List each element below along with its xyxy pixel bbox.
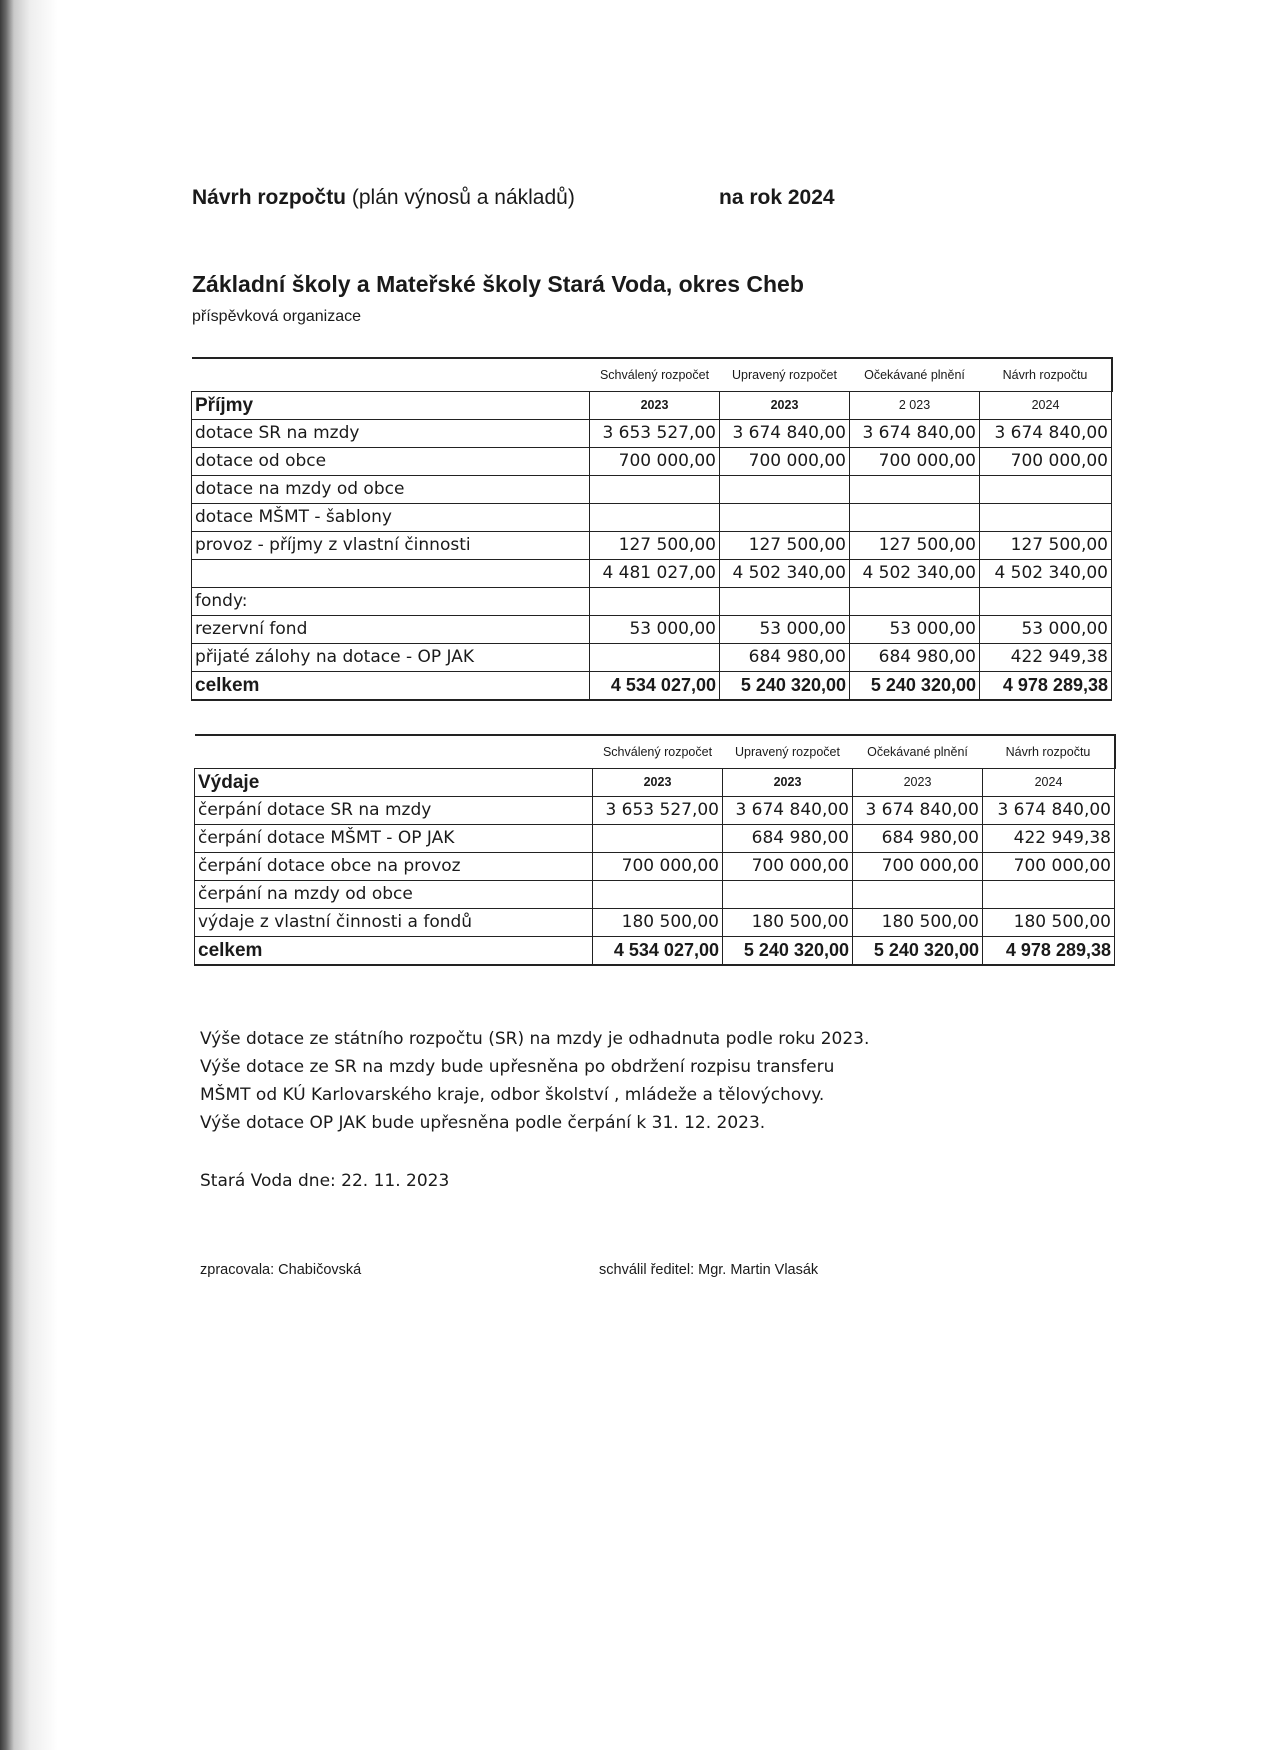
- value-cell: 4 502 340,00: [850, 560, 980, 588]
- income-year-row: [192, 392, 1112, 420]
- year-cell: 2024: [983, 769, 1115, 797]
- value-cell: 4 534 027,00: [590, 672, 720, 701]
- value-cell: 5 240 320,00: [723, 937, 853, 966]
- value-cell: 4 534 027,00: [593, 937, 723, 966]
- value-cell: 4 502 340,00: [720, 560, 850, 588]
- expense-year-row: [195, 769, 1115, 797]
- value-cell: 700 000,00: [850, 448, 980, 476]
- note-line: Výše dotace OP JAK bude upřesněna podle čerpání k 31. 12. 2023.: [200, 1113, 766, 1133]
- row-label: čerpání na mzdy od obce: [195, 881, 593, 909]
- table-row: [192, 616, 1112, 644]
- header-spacer: [195, 735, 593, 769]
- row-label: dotace SR na mzdy: [192, 420, 590, 448]
- value-cell: 422 949,38: [983, 825, 1115, 853]
- row-label: dotace od obce: [192, 448, 590, 476]
- value-cell: [590, 504, 720, 532]
- value-cell: 3 674 840,00: [983, 797, 1115, 825]
- document-title: [192, 186, 575, 210]
- table-row: [192, 644, 1112, 672]
- value-cell: 4 481 027,00: [590, 560, 720, 588]
- row-label: čerpání dotace SR na mzdy: [195, 797, 593, 825]
- col-header: Upravený rozpočet: [720, 358, 850, 392]
- table-row: [192, 476, 1112, 504]
- value-cell: 3 674 840,00: [980, 420, 1112, 448]
- value-cell: [593, 825, 723, 853]
- value-cell: [850, 504, 980, 532]
- note-line: Výše dotace ze státního rozpočtu (SR) na mzdy je odhadnuta podle roku 2023.: [200, 1029, 870, 1049]
- table-row: [192, 588, 1112, 616]
- col-header: Návrh rozpočtu: [980, 358, 1112, 392]
- header-spacer: [192, 358, 590, 392]
- value-cell: [980, 588, 1112, 616]
- value-cell: 684 980,00: [853, 825, 983, 853]
- value-cell: 4 978 289,38: [980, 672, 1112, 701]
- total-row: [195, 937, 1115, 966]
- col-header: Očekávané plnění: [853, 735, 983, 769]
- table-row: [195, 853, 1115, 881]
- table-row: [192, 560, 1112, 588]
- col-header: Očekávané plnění: [850, 358, 980, 392]
- col-header: Upravený rozpočet: [723, 735, 853, 769]
- row-label: celkem: [192, 672, 590, 701]
- section-label: Výdaje: [195, 769, 593, 797]
- value-cell: [980, 476, 1112, 504]
- value-cell: 127 500,00: [590, 532, 720, 560]
- value-cell: 700 000,00: [853, 853, 983, 881]
- value-cell: [590, 588, 720, 616]
- year-cell: 2023: [723, 769, 853, 797]
- row-label: dotace na mzdy od obce: [192, 476, 590, 504]
- row-label: dotace MŠMT - šablony: [192, 504, 590, 532]
- budget-year-title: na rok 2024: [719, 186, 835, 209]
- section-label: Příjmy: [192, 392, 590, 420]
- value-cell: 180 500,00: [723, 909, 853, 937]
- value-cell: [590, 644, 720, 672]
- value-cell: 700 000,00: [593, 853, 723, 881]
- value-cell: 684 980,00: [720, 644, 850, 672]
- year-cell: 2023: [720, 392, 850, 420]
- value-cell: [720, 588, 850, 616]
- organization-type: příspěvková organizace: [192, 308, 361, 325]
- approved-by: schválil ředitel: Mgr. Martin Vlasák: [599, 1262, 819, 1278]
- note-line: MŠMT od KÚ Karlovarského kraje, odbor školství , mládeže a tělovýchovy.: [200, 1085, 825, 1105]
- row-label: provoz - příjmy z vlastní činnosti: [192, 532, 590, 560]
- value-cell: 5 240 320,00: [720, 672, 850, 701]
- row-label: fondy:: [192, 588, 590, 616]
- income-table: [191, 357, 1113, 701]
- value-cell: 3 674 840,00: [723, 797, 853, 825]
- value-cell: 3 674 840,00: [853, 797, 983, 825]
- table-row: [195, 825, 1115, 853]
- row-label: rezervní fond: [192, 616, 590, 644]
- total-row: [192, 672, 1112, 701]
- year-cell: 2 023: [850, 392, 980, 420]
- value-cell: 5 240 320,00: [853, 937, 983, 966]
- value-cell: 5 240 320,00: [850, 672, 980, 701]
- value-cell: 3 674 840,00: [850, 420, 980, 448]
- value-cell: 127 500,00: [850, 532, 980, 560]
- value-cell: 3 653 527,00: [593, 797, 723, 825]
- table-row: [192, 504, 1112, 532]
- value-cell: 180 500,00: [853, 909, 983, 937]
- table-row: [195, 909, 1115, 937]
- value-cell: 422 949,38: [980, 644, 1112, 672]
- organization-name: Základní školy a Mateřské školy Stará Voda, okres Cheb: [192, 271, 804, 297]
- notes: [200, 1025, 869, 1137]
- row-label: přijaté zálohy na dotace - OP JAK: [192, 644, 590, 672]
- value-cell: [590, 476, 720, 504]
- value-cell: 4 978 289,38: [983, 937, 1115, 966]
- value-cell: 3 653 527,00: [590, 420, 720, 448]
- value-cell: 700 000,00: [723, 853, 853, 881]
- row-label: celkem: [195, 937, 593, 966]
- table-row: [192, 532, 1112, 560]
- value-cell: 700 000,00: [720, 448, 850, 476]
- value-cell: [723, 881, 853, 909]
- table-row: [195, 881, 1115, 909]
- value-cell: 700 000,00: [983, 853, 1115, 881]
- value-cell: [980, 504, 1112, 532]
- value-cell: 127 500,00: [720, 532, 850, 560]
- expense-header-row: [195, 735, 1115, 769]
- title-bold: Návrh rozpočtu: [192, 186, 347, 209]
- prepared-by: zpracovala: Chabičovská: [200, 1262, 362, 1278]
- value-cell: 53 000,00: [590, 616, 720, 644]
- table-row: [195, 797, 1115, 825]
- value-cell: [850, 588, 980, 616]
- value-cell: [720, 504, 850, 532]
- value-cell: 180 500,00: [983, 909, 1115, 937]
- value-cell: [983, 881, 1115, 909]
- value-cell: [593, 881, 723, 909]
- value-cell: 684 980,00: [723, 825, 853, 853]
- row-label: výdaje z vlastní činnosti a fondů: [195, 909, 593, 937]
- year-cell: 2023: [853, 769, 983, 797]
- year-cell: 2024: [980, 392, 1112, 420]
- value-cell: 700 000,00: [590, 448, 720, 476]
- value-cell: 53 000,00: [720, 616, 850, 644]
- title-rest: (plán výnosů a nákladů): [346, 186, 575, 209]
- place-date: Stará Voda dne: 22. 11. 2023: [200, 1171, 450, 1191]
- table-row: [192, 420, 1112, 448]
- value-cell: [853, 881, 983, 909]
- value-cell: 3 674 840,00: [720, 420, 850, 448]
- row-label: [192, 560, 590, 588]
- value-cell: 127 500,00: [980, 532, 1112, 560]
- value-cell: 180 500,00: [593, 909, 723, 937]
- year-cell: 2023: [590, 392, 720, 420]
- value-cell: [720, 476, 850, 504]
- value-cell: 684 980,00: [850, 644, 980, 672]
- col-header: Schválený rozpočet: [593, 735, 723, 769]
- value-cell: 53 000,00: [850, 616, 980, 644]
- col-header: Návrh rozpočtu: [983, 735, 1115, 769]
- value-cell: 53 000,00: [980, 616, 1112, 644]
- value-cell: 700 000,00: [980, 448, 1112, 476]
- year-cell: 2023: [593, 769, 723, 797]
- table-row: [192, 448, 1112, 476]
- note-line: Výše dotace ze SR na mzdy bude upřesněna po obdržení rozpisu transferu: [200, 1057, 835, 1077]
- expense-table: [194, 734, 1116, 966]
- row-label: čerpání dotace obce na provoz: [195, 853, 593, 881]
- value-cell: [850, 476, 980, 504]
- row-label: čerpání dotace MŠMT - OP JAK: [195, 825, 593, 853]
- value-cell: 4 502 340,00: [980, 560, 1112, 588]
- col-header: Schválený rozpočet: [590, 358, 720, 392]
- income-header-row: [192, 358, 1112, 392]
